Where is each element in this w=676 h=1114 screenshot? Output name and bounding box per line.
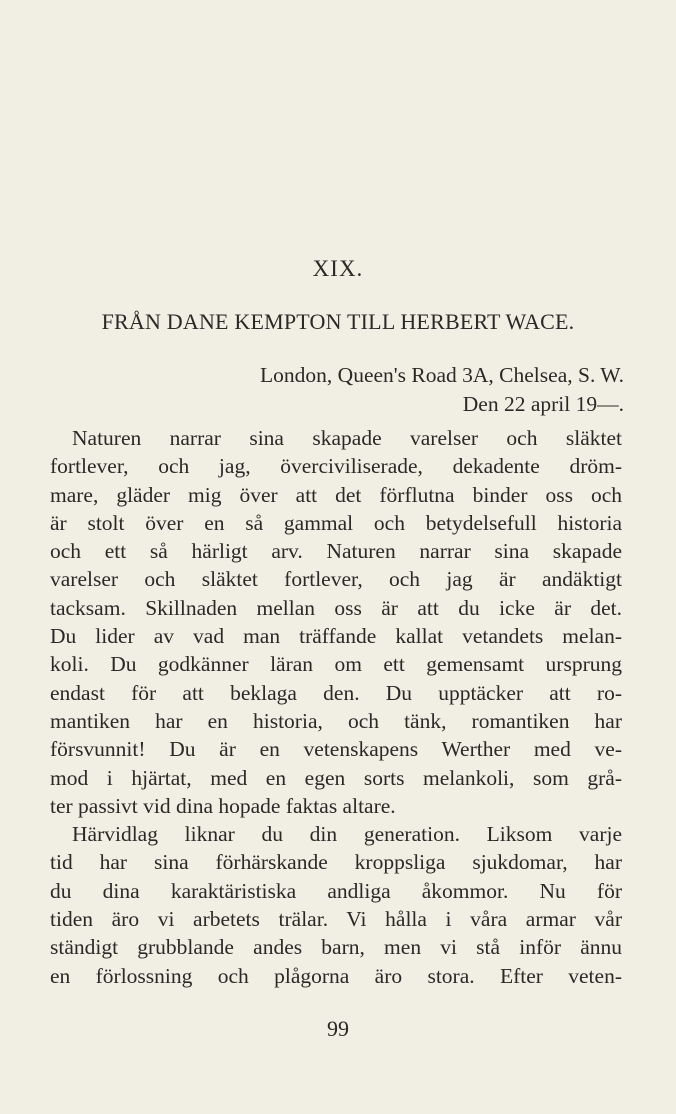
- body-line: ter passivt vid dina hopade faktas altare.: [50, 793, 396, 818]
- page-number: 99: [327, 1016, 349, 1041]
- chapter-number: XIX.: [312, 256, 364, 281]
- body-line: är stolt över en så gammal och betydelsefull historia: [50, 510, 622, 535]
- body-line: koli. Du godkänner läran om ett gemensamt ursprung: [50, 652, 622, 677]
- letter-date: Den 22 april 19—.: [462, 392, 624, 416]
- letter-body: [50, 424, 622, 990]
- body-line: Du lider av vad man träffande kallat vetandets melan-: [50, 624, 622, 649]
- body-line: ständigt grubblande andes barn, men vi stå inför ännu: [50, 935, 622, 960]
- chapter-title: FRÅN DANE KEMPTON TILL HERBERT WACE.: [101, 309, 575, 334]
- body-line: mod i hjärtat, med en egen sorts melankoli, som grå-: [50, 765, 622, 790]
- body-line: Naturen narrar sina skapade varelser och släktet: [72, 426, 622, 450]
- body-line: försvunnit! Du är en vetenskapens Werther med ve-: [50, 737, 622, 762]
- body-line: och ett så härligt arv. Naturen narrar sina skapade: [50, 539, 622, 564]
- body-line: tid har sina förhärskande kroppsliga sjukdomar, har: [50, 850, 622, 875]
- body-line: Härvidlag liknar du din generation. Liksom varje: [72, 822, 622, 847]
- body-line: mantiken har en historia, och tänk, romantiken har: [50, 708, 622, 733]
- body-line: varelser och släktet fortlever, och jag är andäktigt: [50, 567, 622, 592]
- body-line: tiden äro vi arbetets trälar. Vi hålla i våra armar vår: [50, 907, 622, 932]
- body-line: du dina karaktäristiska andliga åkommor. Nu för: [50, 878, 622, 903]
- letter-place: London, Queen's Road 3A, Chelsea, S. W.: [260, 363, 624, 387]
- body-line: fortlever, och jag, överciviliserade, dekadente dröm-: [50, 454, 622, 479]
- body-line: tacksam. Skillnaden mellan oss är att du icke är det.: [50, 595, 622, 620]
- body-line: en förlossning och plågorna äro stora. Efter veten-: [50, 963, 622, 988]
- body-line: endast för att beklaga den. Du upptäcker att ro-: [50, 680, 622, 705]
- body-line: mare, gläder mig över att det förflutna binder oss och: [50, 482, 622, 507]
